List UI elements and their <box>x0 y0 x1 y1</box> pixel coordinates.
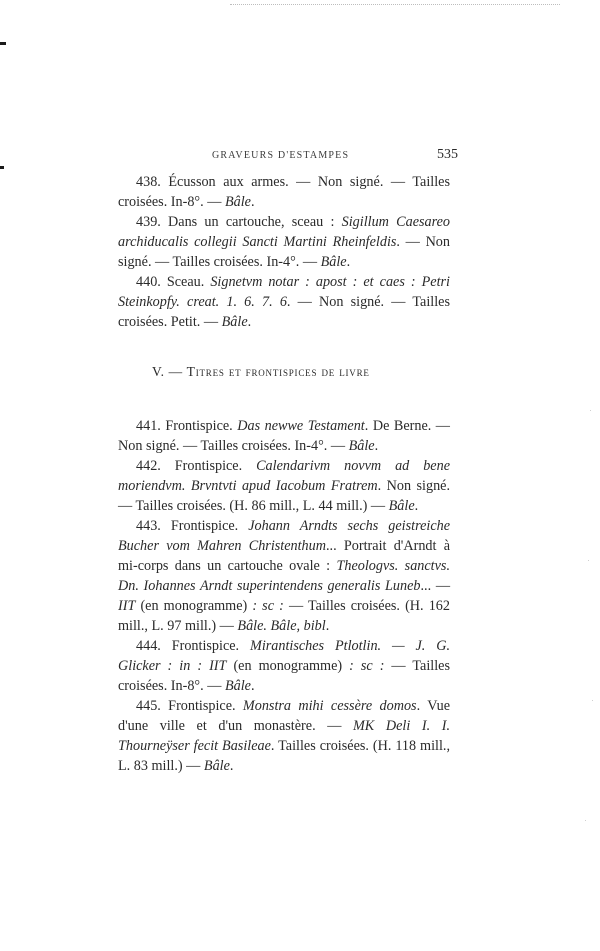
entry-italic-text: Signetvm notar : apost : et caes : Petri Steinkopfy. creat. 1. 6. 7. 6 <box>118 274 450 310</box>
entry-text: 440. Sceau. <box>136 274 211 290</box>
entry-italic-text: Bâle <box>224 678 251 694</box>
entry-italic-text: Bâle <box>388 498 415 514</box>
entry-italic-text: Bâle <box>221 314 248 330</box>
entry-text: . <box>346 254 351 270</box>
entry-text: . <box>414 498 419 514</box>
entry-italic-text: Calendarivm novvm ad bene moriendvm. Brvntvti apud Iacobum Fratrem <box>118 458 450 494</box>
scan-edge-mark <box>0 42 6 45</box>
entry-text: . Non signé. — Tailles croisées. (H. 86 mill., L. 44 mill.) — <box>118 478 451 514</box>
entry-text: 438. Écusson aux armes. — Non signé. — Tailles croisées. In-8°. — <box>118 174 450 210</box>
entry-italic-text: : sc : <box>252 598 284 614</box>
entry-text: . <box>250 678 255 694</box>
entry-italic-text: Bâle <box>203 758 230 774</box>
entry-text: 443. Frontispice. <box>136 518 249 534</box>
entry-text: . <box>374 438 379 454</box>
entry-italic-text: MK Deli I. I. Thourneÿser fecit Basileae <box>118 718 450 754</box>
entry-text: (en monogramme) <box>226 658 350 674</box>
entry-italic-text: Das newwe Testament <box>237 418 365 434</box>
scan-edge-rule <box>230 4 560 5</box>
catalogue-text <box>118 172 450 776</box>
entry-text: . <box>250 194 255 210</box>
entry-text: — Tailles croisées. In-8°. — <box>118 658 450 694</box>
entry-italic-text: Theologvs. sanctvs. Dn. Iohannes Arndt superintendens generalis Luneb <box>118 558 450 594</box>
section-title: Titres et frontispices de livre <box>186 364 370 379</box>
entry-text: . — Non signé. — Tailles croisées. In-4°. — <box>118 234 450 270</box>
entry-text: . Tailles croisées. (H. 118 mill., L. 83 mill.) — <box>118 738 450 774</box>
entry-text: — Tailles croisées. (H. 162 mill., L. 97 mill.) — <box>118 598 450 634</box>
entry-text: ... Portrait d'Arndt à mi-corps dans un cartouche ovale : <box>118 538 450 574</box>
entry-text: 439. Dans un cartouche, sceau : <box>136 214 342 230</box>
entry-italic-text: Mirantisches Ptlotlin. — J. G. Glicker : in : IIT <box>118 638 450 674</box>
running-head: GRAVEURS D'ESTAMPES <box>212 150 350 161</box>
catalogue-entry-442 <box>118 456 450 516</box>
entry-text: 444. Frontispice. <box>136 638 250 654</box>
entry-text: . De Berne. — Non signé. — Tailles croisées. In-4°. — <box>118 418 450 454</box>
section-heading: V. — Titres et frontispices de livre <box>152 364 370 379</box>
entry-italic-text: Monstra mihi cessère domos <box>242 698 417 714</box>
entry-italic-text: Bâle <box>348 438 375 454</box>
entry-text: 441. Frontispice. <box>136 418 238 434</box>
page-header <box>212 147 458 167</box>
catalogue-entry-441 <box>118 416 450 456</box>
entry-italic-text: Bâle. Bâle, bibl <box>237 618 326 634</box>
entry-text: . <box>325 618 330 634</box>
entry-italic-text: Bâle <box>224 194 251 210</box>
catalogue-entry-443 <box>118 516 450 636</box>
paper-speck <box>585 820 586 821</box>
entry-italic-text: IIT <box>118 598 136 614</box>
section-number: V. <box>152 364 165 379</box>
catalogue-entry-438 <box>118 172 450 212</box>
entry-text: . — Non signé. — Tailles croisées. Petit. — <box>118 294 450 330</box>
page-number: 535 <box>437 147 458 162</box>
entries-group-seals <box>118 172 450 332</box>
scan-edge-mark <box>0 166 4 169</box>
catalogue-entry-445 <box>118 696 450 776</box>
entry-text: . <box>247 314 252 330</box>
paper-speck <box>592 700 593 701</box>
catalogue-entry-444 <box>118 636 450 696</box>
entry-italic-text: Sigillum Caesareo archiducalis collegii Sancti Martini Rheinfeldis <box>118 214 450 250</box>
entry-text: . <box>229 758 234 774</box>
paper-speck <box>588 560 589 561</box>
entry-text: ... — <box>420 578 450 594</box>
entry-text: . Vue d'une ville et d'un monastère. — <box>118 698 450 734</box>
entries-group-frontispieces <box>118 416 450 776</box>
catalogue-entry-440 <box>118 272 450 332</box>
entry-italic-text: : sc : <box>349 658 385 674</box>
entry-text: 442. Frontispice. <box>136 458 257 474</box>
catalogue-entry-439 <box>118 212 450 272</box>
entry-italic-text: Johann Arndts sechs geistreiche Bucher vom Mahren Christenthum <box>118 518 451 554</box>
paper-speck <box>590 410 591 411</box>
entry-italic-text: Bâle <box>320 254 347 270</box>
entry-text: 445. Frontispice. <box>136 698 243 714</box>
entry-text: (en monogramme) <box>135 598 253 614</box>
